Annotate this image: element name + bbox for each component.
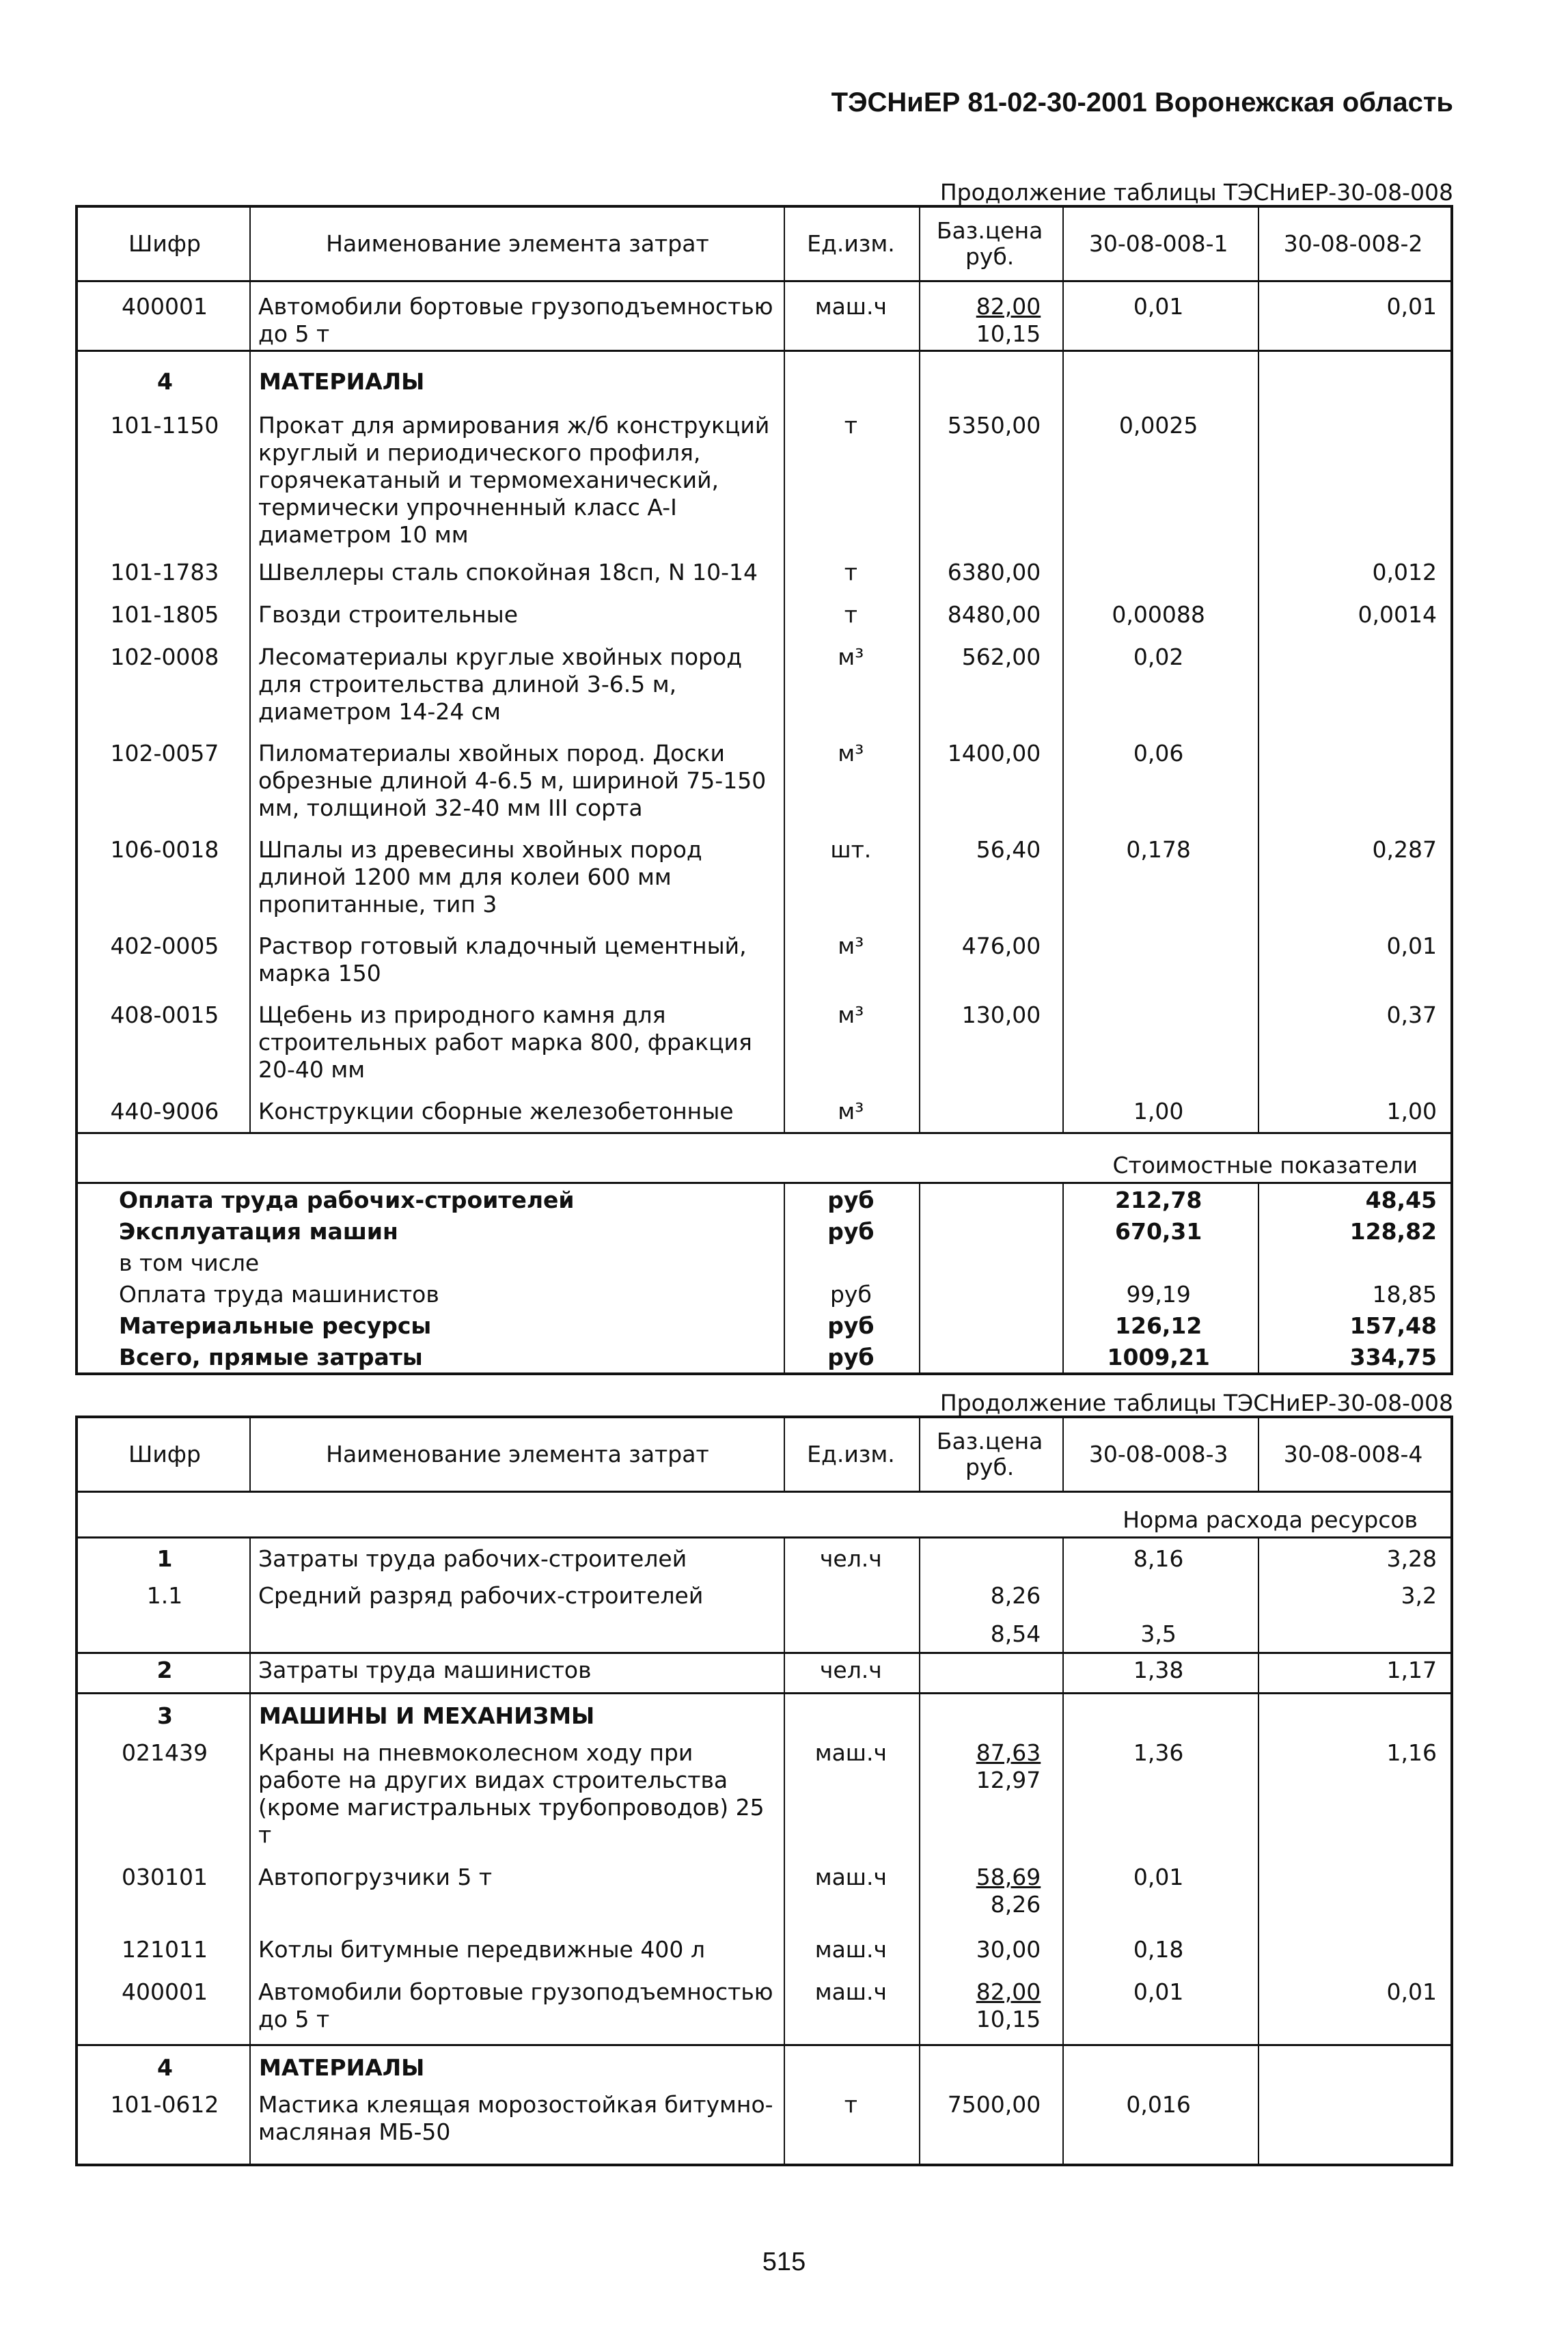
row-price: 8,26 — [990, 1582, 1041, 1609]
table-row — [78, 1618, 1450, 1654]
row-value-1 — [1061, 930, 1256, 999]
row-name: Раствор готовый кладочный цементный, марка 150 — [258, 933, 747, 986]
row-value-1: 0,06 — [1133, 740, 1184, 767]
row-code — [78, 1618, 251, 1652]
row-price-main: 87,63 — [976, 1739, 1041, 1766]
table-row — [78, 282, 1450, 352]
row-price: 6380,00 — [947, 559, 1041, 585]
row-unit: шт. — [830, 836, 872, 863]
table2 — [75, 1416, 1453, 2166]
section-row — [78, 365, 1450, 409]
row-unit: чел.ч — [819, 1545, 882, 1572]
column-header-code: Шифр — [128, 230, 201, 257]
summary-row — [78, 1341, 1450, 1372]
row-price — [918, 1543, 1061, 1579]
row-code: 101-1150 — [110, 412, 219, 439]
column-header-name: Наименование элемента затрат — [326, 1441, 709, 1467]
table-row — [78, 1654, 1450, 1694]
row-price: 7500,00 — [947, 2091, 1041, 2118]
table-row — [78, 556, 1450, 598]
section-code: 3 — [157, 1702, 173, 1729]
row-code: 1 — [156, 1545, 173, 1572]
row-name: Автопогрузчики 5 т — [258, 1864, 493, 1890]
column-header-name: Наименование элемента затрат — [326, 230, 709, 257]
row-price: 8,54 — [990, 1620, 1041, 1647]
row-value-2 — [1256, 409, 1450, 556]
row-unit: маш.ч — [814, 1864, 887, 1890]
row-value-1: 1,38 — [1133, 1657, 1184, 1683]
summary-value-1: 670,31 — [1115, 1218, 1202, 1245]
summary-value-2: 128,82 — [1349, 1218, 1437, 1245]
row-code: 1.1 — [146, 1582, 183, 1609]
table-row — [78, 409, 1450, 556]
row-price — [918, 1095, 1061, 1132]
row-price: 130,00 — [961, 1002, 1041, 1028]
row-price-sub: 12,97 — [976, 1767, 1041, 1793]
cost-indicators-label: Стоимостные показатели — [78, 1149, 1450, 1182]
summary-value-1: 99,19 — [1126, 1281, 1191, 1308]
row-price — [918, 1861, 1061, 1933]
column-header-price: Баз.цена руб. — [936, 217, 1043, 270]
row-value-2: 0,37 — [1386, 1002, 1437, 1028]
row-name: Автомобили бортовые грузоподъемностью до 5 т — [258, 293, 773, 347]
table1-header-row — [78, 208, 1450, 282]
row-value-1: 0,01 — [1133, 293, 1184, 320]
row-code: 408-0015 — [110, 1002, 219, 1028]
table1 — [75, 205, 1453, 1375]
row-code: 030101 — [122, 1864, 208, 1890]
summary-label: Оплата труда рабочих-строителей — [119, 1187, 575, 1213]
table-row — [78, 598, 1450, 641]
row-value-2: 0,0014 — [1358, 601, 1437, 628]
table-row — [78, 1933, 1450, 1976]
column-header-price: Баз.цена руб. — [936, 1428, 1043, 1480]
row-name: Щебень из природного камня для строительных работ марка 800, фракция 20-40 мм — [258, 1002, 752, 1083]
row-unit: маш.ч — [814, 1978, 887, 2005]
row-value-1: 0,01 — [1133, 1864, 1184, 1890]
row-code: 400001 — [122, 293, 208, 320]
row-value-2: 0,01 — [1386, 293, 1437, 320]
row-unit: т — [844, 2091, 857, 2118]
row-unit — [784, 1579, 918, 1618]
row-unit: м³ — [838, 1098, 864, 1124]
row-value-2: 3,28 — [1386, 1545, 1437, 1572]
column-header-norm-3: 30-08-008-3 — [1088, 1441, 1228, 1467]
table-row — [78, 833, 1450, 930]
row-price — [918, 1654, 1061, 1692]
row-price: 1400,00 — [947, 740, 1041, 767]
summary-label: Оплата труда машинистов — [119, 1281, 439, 1308]
cost-indicators-row — [78, 1134, 1450, 1184]
row-unit — [784, 1618, 918, 1652]
row-name — [251, 1618, 784, 1652]
row-code: 121011 — [122, 1936, 208, 1963]
row-price-main: 82,00 — [976, 1978, 1041, 2005]
summary-price — [918, 1184, 1061, 1215]
summary-value-1 — [1061, 1247, 1256, 1278]
summary-unit: руб — [827, 1312, 875, 1339]
row-value-2: 0,01 — [1386, 1978, 1437, 2005]
row-value-1 — [1061, 556, 1256, 598]
summary-value-2: 334,75 — [1349, 1344, 1437, 1370]
table-row — [78, 1579, 1450, 1618]
table-row — [78, 737, 1450, 833]
table1-caption: Продолжение таблицы ТЭСНиЕР-30-08-008 — [939, 179, 1453, 206]
row-value-2: 3,2 — [1401, 1582, 1437, 1609]
row-value-1: 0,18 — [1133, 1936, 1184, 1963]
summary-unit: руб — [827, 1344, 875, 1370]
summary-label: Эксплуатация машин — [119, 1218, 398, 1245]
section-title: МАТЕРИАЛЫ — [259, 2054, 425, 2081]
table-row — [78, 2088, 1450, 2164]
row-code: 400001 — [122, 1978, 208, 2005]
row-value-2: 0,012 — [1372, 559, 1437, 585]
page-number: 515 — [762, 2248, 806, 2276]
row-price-main: 82,00 — [976, 293, 1041, 320]
row-price: 562,00 — [961, 644, 1041, 670]
section-title: МАШИНЫ И МЕХАНИЗМЫ — [259, 1702, 595, 1729]
row-name: Мастика клеящая морозостойкая битумно-масляная МБ-50 — [258, 2091, 773, 2145]
summary-label: Материальные ресурсы — [119, 1312, 432, 1339]
summary-row — [78, 1310, 1450, 1341]
row-value-1: 0,00088 — [1112, 601, 1205, 628]
table-row — [78, 1861, 1450, 1933]
row-value-1: 0,0025 — [1118, 412, 1198, 439]
row-name: Прокат для армирования ж/б конструкций круглый и периодического профиля, горячекатаный и термомеханический, термически упрочненный класс A-I диаметром 10 мм — [258, 412, 770, 548]
row-price: 476,00 — [961, 933, 1041, 959]
row-code: 102-0057 — [110, 740, 219, 767]
row-price — [918, 1737, 1061, 1861]
summary-value-2: 48,45 — [1365, 1187, 1437, 1213]
row-value-1: 1,00 — [1133, 1098, 1184, 1124]
row-value-2 — [1256, 737, 1450, 833]
summary-price — [918, 1247, 1061, 1278]
row-price-sub: 10,15 — [976, 2006, 1041, 2032]
row-name: Гвозди строительные — [258, 601, 519, 628]
section-code: 4 — [157, 368, 173, 395]
summary-row — [78, 1184, 1450, 1215]
row-value-2: 0,287 — [1372, 836, 1437, 863]
row-unit: т — [844, 559, 857, 585]
row-name: Шпалы из древесины хвойных пород длиной 1200 мм для колеи 600 мм пропитанные, тип 3 — [258, 836, 702, 917]
row-value-1 — [1061, 999, 1256, 1095]
section-code: 4 — [157, 2054, 173, 2081]
summary-unit: руб — [829, 1281, 872, 1308]
row-code: 102-0008 — [110, 644, 219, 670]
table2-header-row — [78, 1418, 1450, 1493]
column-header-norm-2: 30-08-008-2 — [1283, 230, 1423, 257]
row-value-2 — [1256, 641, 1450, 737]
table-row — [78, 999, 1450, 1095]
row-code: 2 — [156, 1657, 173, 1683]
page-header-title: ТЭСНиЕР 81-02-30-2001 Воронежская область — [831, 87, 1453, 118]
row-value-2: 1,16 — [1386, 1739, 1437, 1766]
row-name: Краны на пневмоколесном ходу при работе на других видах строительства (кроме магистральных трубопроводов) 25 т — [258, 1739, 765, 1848]
row-price-sub: 10,15 — [976, 320, 1041, 347]
table-row — [78, 1538, 1450, 1579]
summary-value-2: 18,85 — [1372, 1281, 1437, 1308]
summary-row — [78, 1215, 1450, 1247]
row-name: Швеллеры сталь спокойная 18сп, N 10-14 — [258, 559, 758, 585]
row-price — [918, 290, 1061, 350]
row-value-1: 0,02 — [1133, 644, 1184, 670]
row-price: 5350,00 — [947, 412, 1041, 439]
row-name: Затраты труда машинистов — [258, 1657, 592, 1683]
summary-unit: руб — [827, 1187, 875, 1213]
row-unit: т — [844, 601, 857, 628]
row-name: Пиломатериалы хвойных пород. Доски обрезные длиной 4-6.5 м, шириной 75-150 мм, толщиной 32-40 мм III сорта — [258, 740, 767, 821]
row-code: 440-9006 — [110, 1098, 219, 1124]
summary-value-1: 1009,21 — [1107, 1344, 1210, 1370]
summary-price — [918, 1310, 1061, 1341]
column-header-norm-4: 30-08-008-4 — [1283, 1441, 1423, 1467]
summary-unit: руб — [827, 1218, 875, 1245]
row-price: 8480,00 — [947, 601, 1041, 628]
row-value-1 — [1061, 1579, 1256, 1618]
row-code: 101-1783 — [110, 559, 219, 585]
row-price: 56,40 — [976, 836, 1041, 863]
row-value-2 — [1256, 1861, 1450, 1933]
summary-row — [78, 1278, 1450, 1310]
row-value-1: 0,178 — [1126, 836, 1191, 863]
norm-label: Норма расхода ресурсов — [1123, 1506, 1418, 1533]
row-value-2: 1,17 — [1386, 1657, 1437, 1683]
row-code: 402-0005 — [110, 933, 219, 959]
row-unit: м³ — [838, 740, 864, 767]
row-name: Котлы битумные передвижные 400 л — [258, 1936, 705, 1963]
row-value-1: 0,01 — [1133, 1978, 1184, 2005]
row-value-1: 1,36 — [1133, 1739, 1184, 1766]
row-price: 30,00 — [976, 1936, 1041, 1963]
row-value-1: 3,5 — [1140, 1620, 1177, 1647]
summary-label: Всего, прямые затраты — [119, 1344, 423, 1370]
row-name: Конструкции сборные железобетонные — [258, 1098, 734, 1124]
column-header-code: Шифр — [128, 1441, 201, 1467]
table-row — [78, 1095, 1450, 1134]
row-unit: м³ — [838, 933, 864, 959]
row-value-1: 8,16 — [1133, 1545, 1184, 1572]
row-value-2 — [1256, 1933, 1450, 1976]
row-code: 101-0612 — [110, 2091, 219, 2118]
row-value-1: 0,016 — [1126, 2091, 1191, 2118]
row-unit: м³ — [838, 1002, 864, 1028]
row-value-2: 0,01 — [1386, 933, 1437, 959]
summary-label: в том числе — [119, 1250, 260, 1276]
row-unit: маш.ч — [814, 293, 887, 320]
row-price-main: 58,69 — [976, 1864, 1041, 1890]
summary-price — [918, 1278, 1061, 1310]
row-unit: м³ — [838, 644, 864, 670]
column-header-unit: Ед.изм. — [807, 1441, 895, 1467]
summary-value-1: 126,12 — [1115, 1312, 1202, 1339]
table2-caption: Продолжение таблицы ТЭСНиЕР-30-08-008 — [939, 1390, 1453, 1416]
section-row — [78, 2046, 1450, 2088]
table-row — [78, 1976, 1450, 2046]
summary-row — [78, 1247, 1450, 1278]
row-unit: маш.ч — [814, 1936, 887, 1963]
row-code: 101-1805 — [110, 601, 219, 628]
row-value-2 — [1256, 2088, 1450, 2164]
row-name: Лесоматериалы круглые хвойных пород для строительства длиной 3-6.5 м, диаметром 14-24 см — [258, 644, 743, 725]
row-price — [918, 1976, 1061, 2044]
row-unit: т — [844, 412, 857, 439]
summary-value-1: 212,78 — [1115, 1187, 1202, 1213]
summary-value-2 — [1256, 1247, 1450, 1278]
row-name: Автомобили бортовые грузоподъемностью до 5 т — [258, 1978, 773, 2032]
row-code: 021439 — [122, 1739, 208, 1766]
row-price-sub: 8,26 — [990, 1891, 1041, 1918]
column-header-unit: Ед.изм. — [807, 230, 895, 257]
summary-value-2: 157,48 — [1349, 1312, 1437, 1339]
row-name: Затраты труда рабочих-строителей — [258, 1545, 687, 1572]
row-unit: маш.ч — [814, 1739, 887, 1766]
row-unit: чел.ч — [819, 1657, 882, 1683]
row-value-2 — [1256, 1618, 1450, 1652]
norm-label-row — [78, 1493, 1450, 1538]
row-code: 106-0018 — [110, 836, 219, 863]
column-header-norm-1: 30-08-008-1 — [1088, 230, 1228, 257]
summary-price — [918, 1341, 1061, 1372]
section-title: МАТЕРИАЛЫ — [259, 368, 425, 395]
table-row — [78, 641, 1450, 737]
summary-unit — [784, 1247, 918, 1278]
section-row — [78, 1694, 1450, 1737]
table-row — [78, 1737, 1450, 1861]
summary-price — [918, 1215, 1061, 1247]
row-name: Средний разряд рабочих-строителей — [258, 1582, 704, 1609]
row-value-2: 1,00 — [1386, 1098, 1437, 1124]
table-row — [78, 930, 1450, 999]
